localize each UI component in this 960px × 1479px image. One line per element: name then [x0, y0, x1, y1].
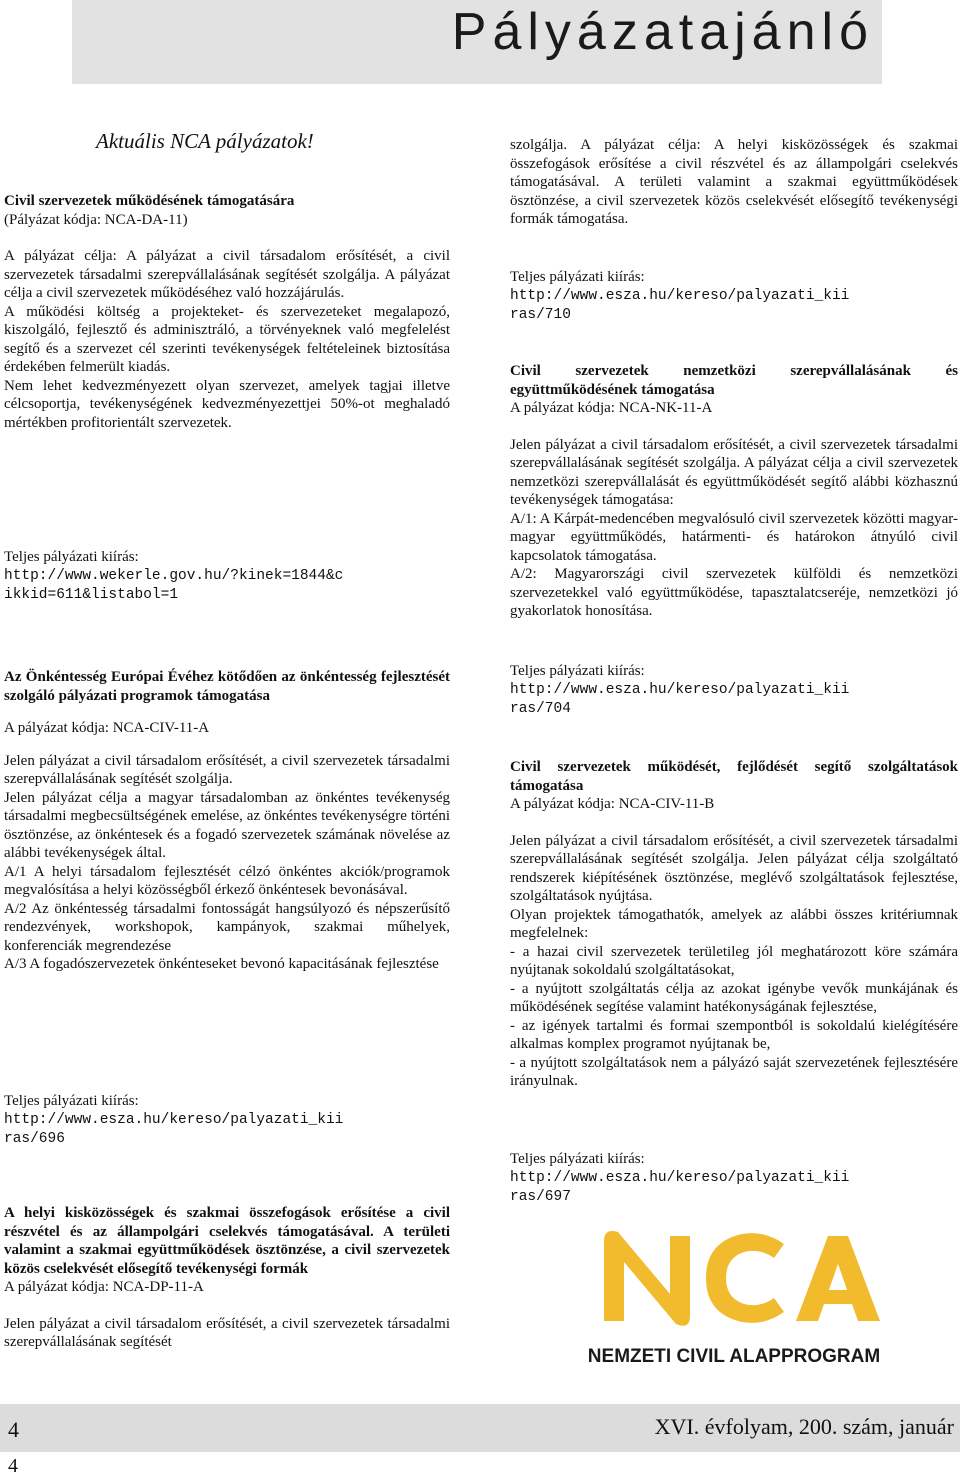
article-body: Jelen pályázat a civil társadalom erősítését, a civil szervezetek társadalmi szerepvállalásának segítését szolgálja. A pályázat célja a civil szervezetek nemzetközi szerepvállalását és együttműködését segítő alábbi közhasznú tevékenységek támogatása: — [510, 436, 958, 508]
article-title: Civil szervezetek működésének támogatására — [4, 193, 295, 209]
article-body: Jelen pályázat a civil társadalom erősítését, a civil szervezetek társadalmi szerepvállalásának segítését — [4, 1315, 450, 1350]
article-body: Jelen pályázat célja a magyar társadalomban az önkéntes tevékenység társadalmi megbecsültségének emelése, az önkéntes tevékenységre történi ösztönzése, az önkéntesek és a fogadó szervezetek számának növelése az alábbi tevékenységek által. — [4, 789, 450, 861]
article-body: Olyan projektek támogathatók, amelyek az alábbi összes kritériumnak megfelelnek: — [510, 906, 958, 941]
article-code: (Pályázat kódja: NCA-DA-11) — [4, 211, 188, 228]
list-item: - a hazai civil szervezetek területileg jól meghatározott köre számára nyújtanak sokoldalú szolgáltatásokat, — [510, 943, 958, 978]
url-line[interactable]: http://www.esza.hu/kereso/palyazati_kii — [510, 682, 850, 698]
url-line[interactable]: ikkid=611&listabol=1 — [4, 587, 179, 603]
article-code: A pályázat kódja: NCA-CIV-11-A — [4, 720, 210, 736]
list-item: - az igények tartalmi és formai szempontból is sokoldalú kielégítésére alkalmas komplex programot nyújtanak be, — [510, 1017, 958, 1052]
article-body: Nem lehet kedvezményezett olyan szervezet, amelyek tagjai illetve célcsoportja, tevékenységének kedvezményezettjei 50%-ot meghaladó mértékben profitorientált szervezetek. — [4, 377, 450, 431]
article-link[interactable] — [510, 681, 958, 719]
article-nca-civ-b — [510, 758, 958, 1091]
url-line[interactable]: ras/696 — [4, 1131, 65, 1147]
nca-logo-graphic — [574, 1206, 894, 1374]
article-body: Jelen pályázat a civil társadalom erősítését, a civil szervezetek társadalmi szerepvállalásának segítését szolgálja. — [4, 752, 450, 787]
link-label: Teljes pályázati kiírás: — [510, 269, 645, 285]
url-line[interactable]: http://www.esza.hu/kereso/palyazati_kii — [510, 288, 850, 304]
article-title: A helyi kisközösségek és szakmai összefogások erősítése a civil részvétel és az állampolgári cselekvés támogatásával. A területi valamint a szakmai együttműködések ösztönzése, a civil szervezetek közös cselekvését elősegítő tevékenységi formák — [4, 1205, 450, 1277]
link-label: Teljes pályázati kiírás: — [510, 663, 645, 679]
article-nca-civ-a — [4, 668, 450, 974]
link-label: Teljes pályázati kiírás: — [4, 1093, 139, 1109]
header-banner — [72, 0, 882, 84]
article-body: A/2 Az önkéntesség társadalmi fontosságát hangsúlyozó és népszerűsítő rendezvények, workshopok, kampányok, szakmai műhelyek, konferenciák megrendezése — [4, 900, 450, 954]
article-code: A pályázat kódja: NCA-NK-11-A — [510, 400, 713, 416]
link-label: Teljes pályázati kiírás: — [4, 549, 139, 565]
article-link[interactable] — [510, 287, 958, 325]
url-line[interactable]: ras/704 — [510, 701, 571, 717]
page-number: 4 — [8, 1417, 19, 1442]
list-item: - a nyújtott szolgáltatások nem a pályázó saját szervezetének fejlesztésére irányulnak. — [510, 1054, 958, 1089]
article-title: Civil szervezetek működését, fejlődését segítő szolgáltatások támogatása — [510, 759, 958, 794]
article-body: A/3 A fogadószervezetek önkénteseket bevonó kapacitásának fejlesztése — [4, 956, 439, 972]
url-line[interactable]: ras/710 — [510, 307, 571, 323]
section-heading: Aktuális NCA pályázatok! — [96, 129, 314, 153]
article-link-block — [4, 548, 450, 605]
url-line[interactable]: ras/697 — [510, 1189, 571, 1205]
article-body: A/1 A helyi társadalom fejlesztését célzó önkéntes akciók/programok megvalósítása a helyi közösségből érkező önkéntesek bevonásával. — [4, 863, 450, 898]
article-body: szolgálja. A pályázat célja: A helyi kisközösségek és szakmai összefogások erősítése a civil részvétel és az állampolgári cselekvés támogatásával. A területi valamint a szakmai együttműködések ösztönzése, a civil szervezetek közös cselekvését elősegítő tevékenységi formák támogatása. — [510, 137, 958, 227]
list-item: - a nyújtott szolgáltatás célja az azokat igénybe vevők munkájának és működésének segítése valamint hatékonyságának fejlesztése, — [510, 980, 958, 1015]
article-body: A pályázat célja: A pályázat a civil társadalom erősítését, a civil szervezetek társadalmi szerepvállalásának segítését szolgálja. A pályázat célja a civil szervezetek működéséhez való hozzájárulás. — [4, 248, 450, 301]
article-link[interactable] — [4, 567, 450, 605]
article-link[interactable] — [4, 1111, 450, 1149]
article-link-block — [510, 662, 958, 719]
link-label: Teljes pályázati kiírás: — [510, 1151, 645, 1167]
article-body: A működési költség a projekteket- és szervezeteket megalapozó, kiszolgáló, fejlesztő és adminisztráló, a törvényeknek való megfelelést segítő és a szervezet cél szerinti tevékenységek feltételeinek biztosítása érdekében felmerült kiadás. — [4, 303, 450, 375]
article-nca-dp — [4, 1204, 450, 1352]
article-code: A pályázat kódja: NCA-DP-11-A — [4, 1279, 204, 1295]
issue-info: XVI. évfolyam, 200. szám, január — [654, 1414, 954, 1439]
article-body: A/1: A Kárpát-medencében megvalósuló civil szervezetek közötti magyar-magyar együttműködés, határmenti- és határokon átnyúló civil kapcsolatok támogatása. — [510, 510, 958, 564]
url-line[interactable]: http://www.wekerle.gov.hu/?kinek=1844&c — [4, 568, 344, 584]
article-title: Az Önkéntesség Európai Évéhez kötődően az önkéntesség fejlesztését szolgáló pályázati programok támogatása — [4, 669, 450, 704]
article-link-block — [510, 268, 958, 325]
page-title: Pályázatajánló — [451, 3, 874, 61]
article-title: Civil szervezetek nemzetközi szerepvállalásának és együttműködésének támogatása — [510, 363, 958, 398]
logo-caption: NEMZETI CIVIL ALAPPROGRAM — [587, 1346, 881, 1367]
article-code: A pályázat kódja: NCA-CIV-11-B — [510, 796, 715, 812]
article-nca-nk — [510, 362, 958, 621]
article-body: A/2: Magyarországi civil szervezetek külföldi és nemzetközi szervezetekkel való együttműködése, tapasztalatcseréje, nemzetközi jó gyakorlatok honosítása. — [510, 566, 958, 619]
article-link-block — [510, 1150, 958, 1207]
article-nca-da — [4, 192, 450, 432]
page-number-bottom: 4 — [8, 1455, 18, 1477]
nca-logo — [574, 1206, 894, 1374]
article-link[interactable] — [510, 1169, 958, 1207]
article-link-block — [4, 1092, 450, 1149]
article-body: Jelen pályázat a civil társadalom erősítését, a civil szervezetek társadalmi szerepvállalásának segítését szolgálja. Jelen pályázat célja szolgáltató rendszerek kiépítésének ösztönzése, meglévő szolgáltatások fejlesztése, szolgáltatások nyújtása. — [510, 832, 958, 904]
url-line[interactable]: http://www.esza.hu/kereso/palyazati_kii — [4, 1112, 344, 1128]
article-nca-dp-continued — [510, 136, 958, 229]
url-line[interactable]: http://www.esza.hu/kereso/palyazati_kii — [510, 1170, 850, 1186]
